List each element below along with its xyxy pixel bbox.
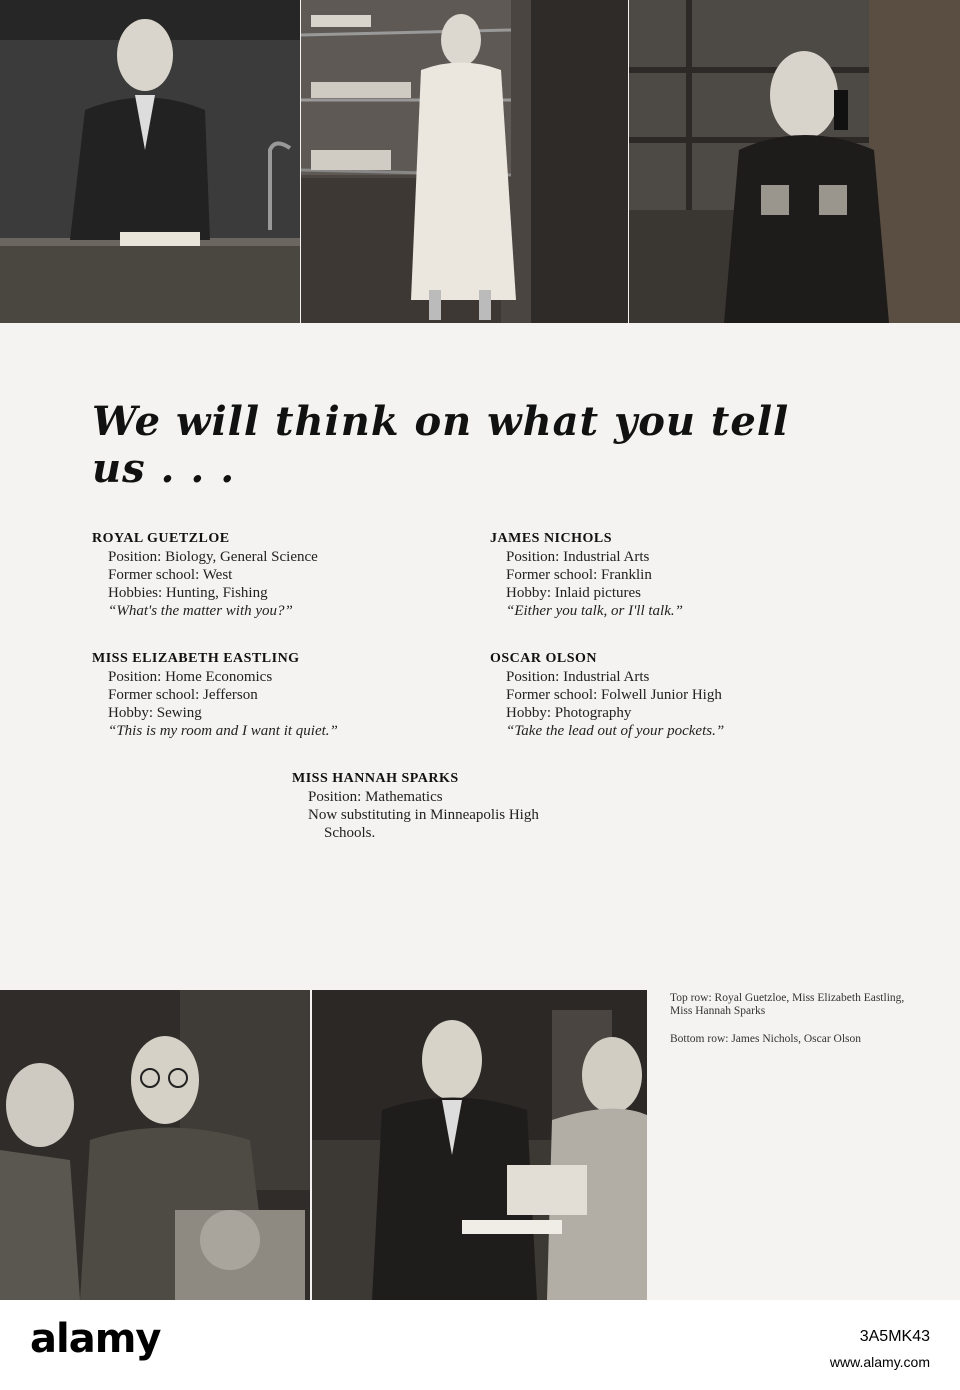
teacher-name: MISS HANNAH SPARKS: [292, 771, 459, 786]
teacher-hobby: Hobby: Inlaid pictures: [506, 585, 641, 601]
teacher-name: OSCAR OLSON: [490, 651, 598, 666]
photo-elizabeth-eastling: [301, 0, 628, 323]
teacher-quote: “Either you talk, or I'll talk.”: [506, 603, 683, 619]
teacher-name: JAMES NICHOLS: [490, 531, 613, 546]
teacher-former-school: Former school: West: [108, 567, 233, 583]
teacher-former-school: Former school: Franklin: [506, 567, 652, 583]
teacher-quote: “Take the lead out of your pockets.”: [506, 723, 725, 739]
entry-royal-guetzloe: [92, 530, 432, 620]
page-heading: We will think on what you tell us . . .: [92, 398, 790, 492]
teacher-position: Position: Industrial Arts: [506, 669, 650, 685]
teacher-position: Position: Mathematics: [308, 789, 443, 805]
teacher-hobby: Hobby: Sewing: [108, 705, 202, 721]
footer-bar: [0, 1300, 960, 1390]
teacher-position: Position: Biology, General Science: [108, 549, 318, 565]
teacher-name: ROYAL GUETZLOE: [92, 531, 230, 546]
caption-top-row: Top row: Royal Guetzloe, Miss Elizabeth Eastling, Miss Hannah Sparks: [670, 992, 905, 1017]
entry-hannah-sparks: [292, 770, 632, 842]
teacher-hobby: Hobbies: Hunting, Fishing: [108, 585, 268, 601]
teacher-position: Position: Industrial Arts: [506, 549, 650, 565]
image-id: 3A5MK43: [859, 1328, 930, 1345]
teacher-quote: “What's the matter with you?”: [108, 603, 293, 619]
caption-bottom-row: Bottom row: James Nichols, Oscar Olson: [670, 1033, 862, 1045]
teacher-former-school: Former school: Jefferson: [108, 687, 258, 703]
teacher-hobby: Hobby: Photography: [506, 705, 632, 721]
teacher-note-continued: Schools.: [324, 825, 376, 841]
footer-url: www.alamy.com: [829, 1354, 930, 1370]
teacher-former-school: Former school: Folwell Junior High: [506, 687, 722, 703]
entry-elizabeth-eastling: [92, 650, 432, 740]
photo-james-nichols: [0, 990, 310, 1300]
teacher-quote: “This is my room and I want it quiet.”: [108, 723, 338, 739]
photo-oscar-olson: [312, 990, 647, 1300]
entry-oscar-olson: [490, 650, 830, 740]
teacher-note: Now substituting in Minneapolis High: [308, 807, 539, 823]
teacher-name: MISS ELIZABETH EASTLING: [92, 651, 300, 666]
photo-hannah-sparks: [629, 0, 960, 323]
photo-royal-guetzloe: [0, 0, 300, 323]
alamy-logo: alamy: [30, 1316, 161, 1362]
entry-james-nichols: [490, 530, 830, 620]
photo-caption: [670, 992, 928, 1061]
teacher-position: Position: Home Economics: [108, 669, 273, 685]
